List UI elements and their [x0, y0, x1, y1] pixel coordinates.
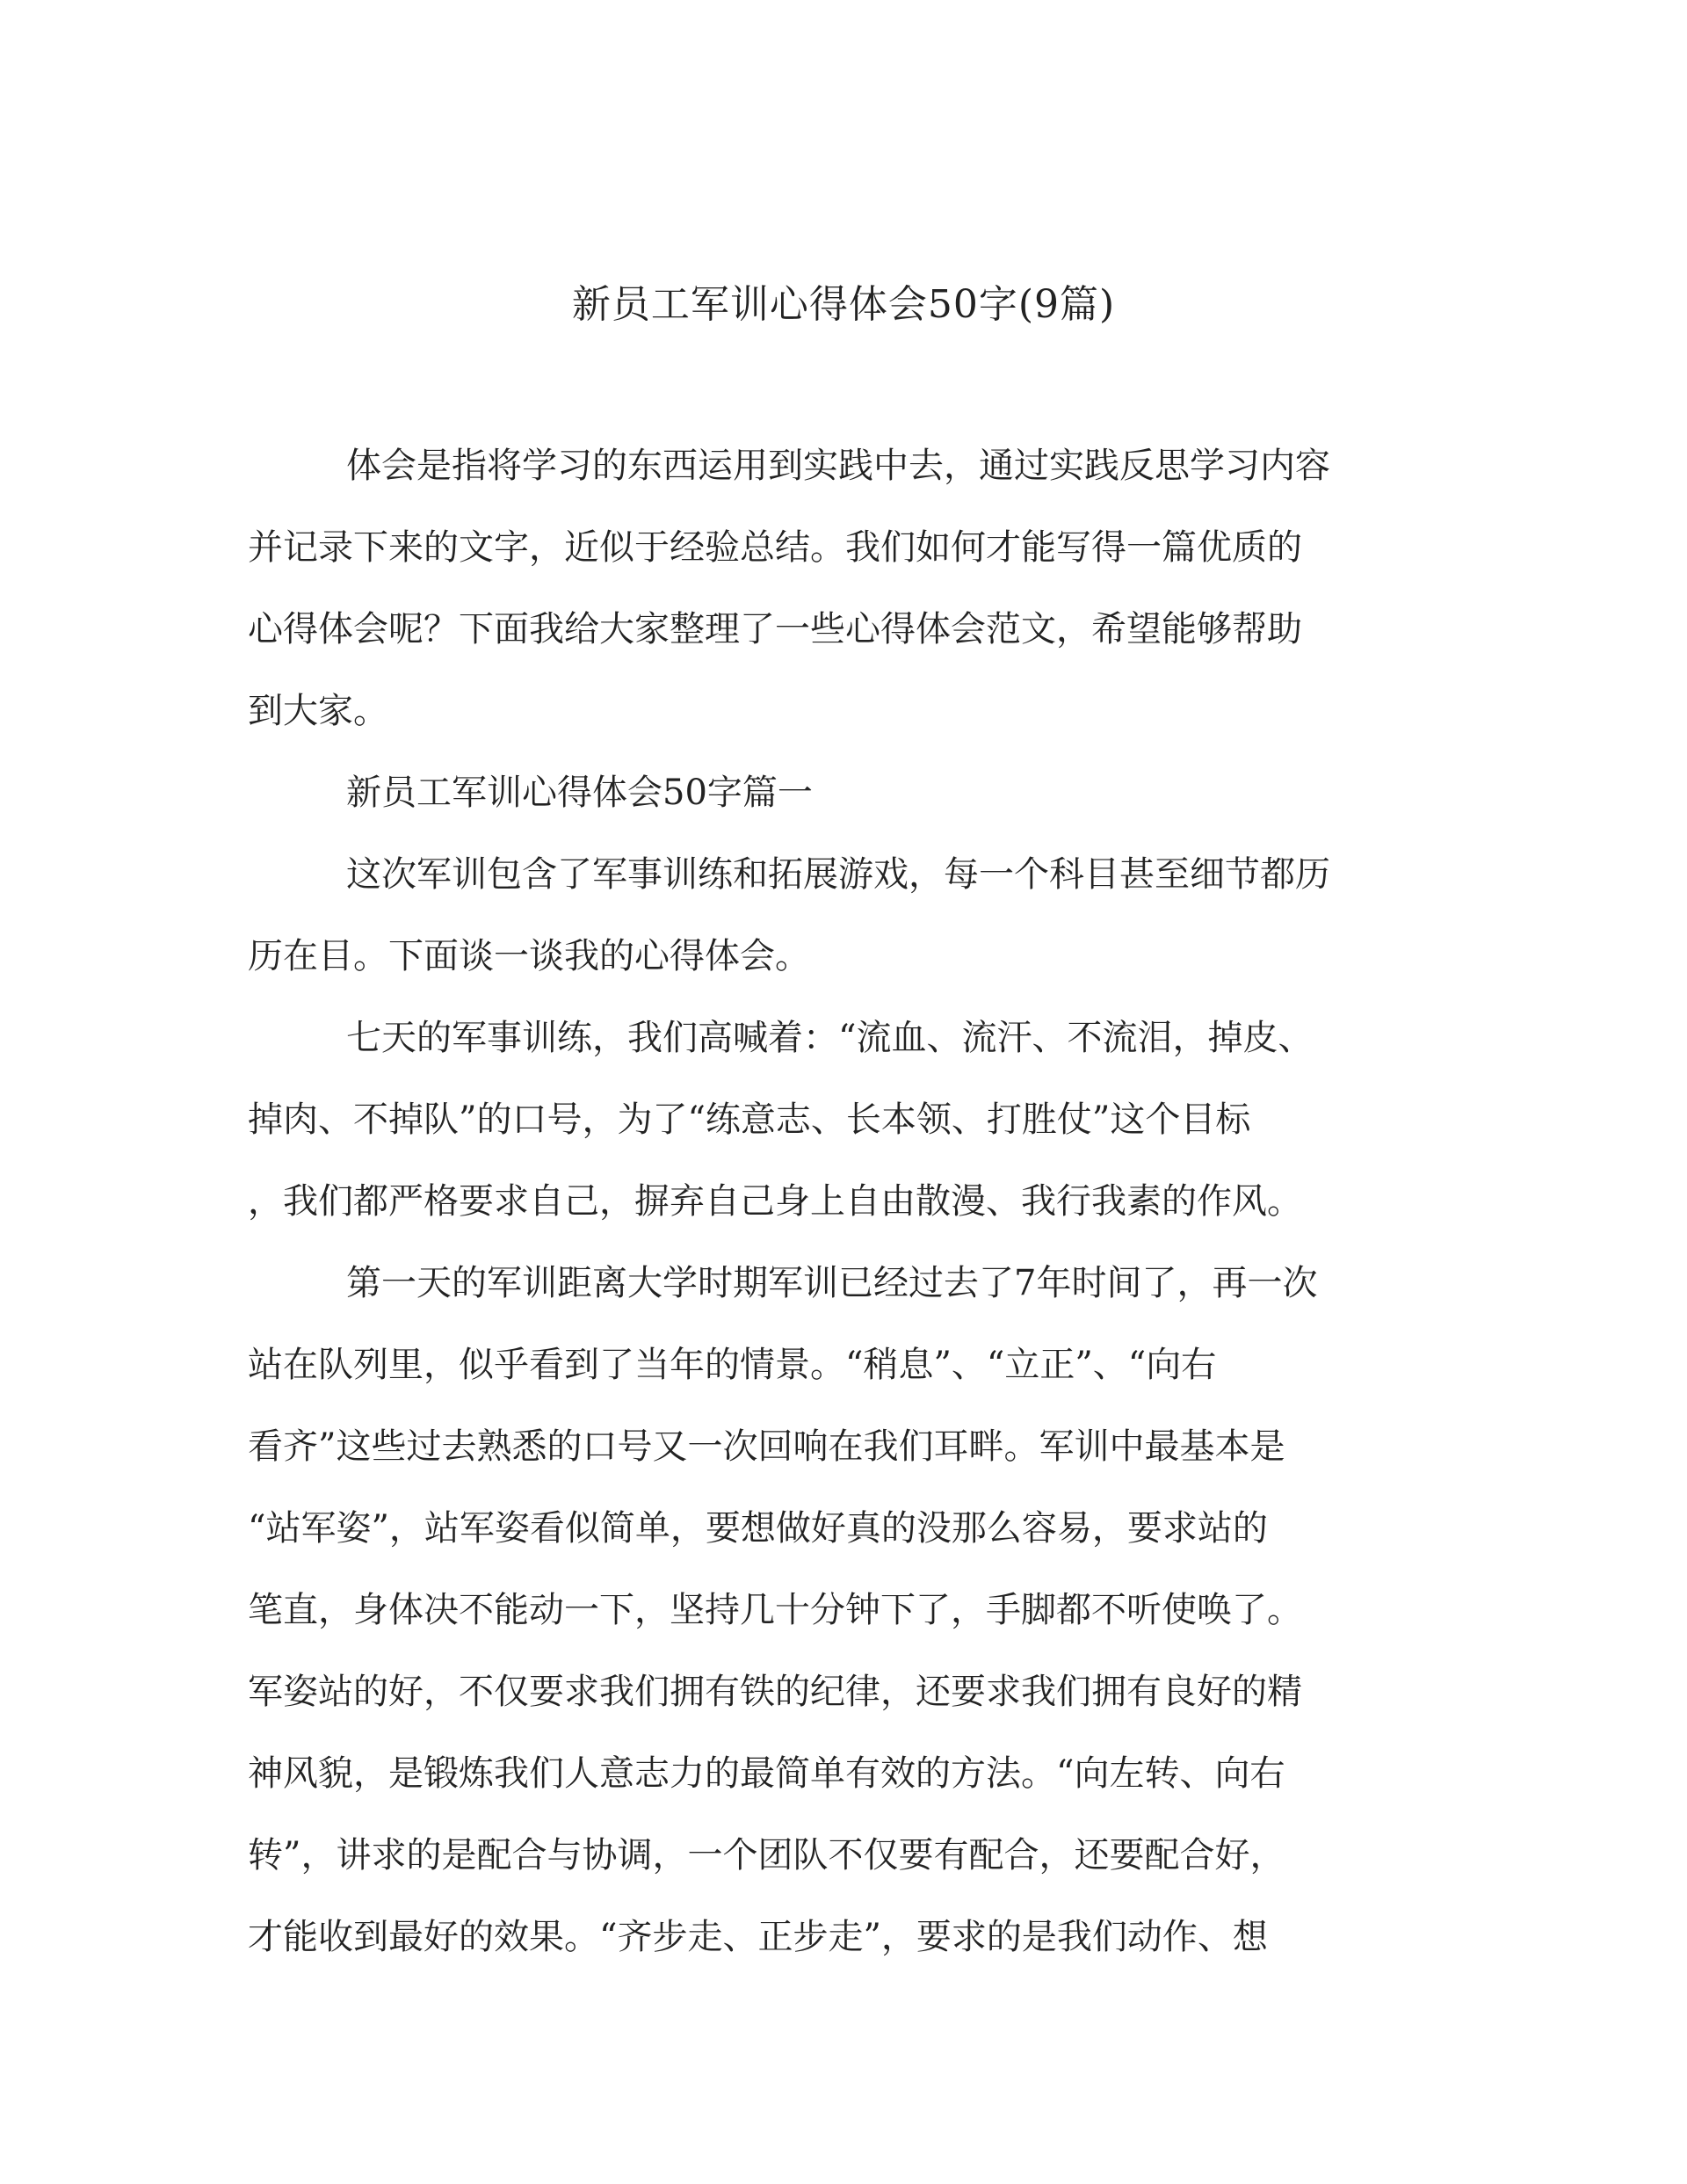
body-line: “站军姿”，站军姿看似简单，要想做好真的没那么容易，要求站的: [248, 1508, 1268, 1549]
body-line: 掉肉、不掉队”的口号，为了“练意志、长本领、打胜仗”这个目标: [248, 1099, 1251, 1140]
body-line: 历在目。下面谈一谈我的心得体会。: [248, 936, 810, 976]
body-line: 七天的军事训练，我们高喊着：“流血、流汗、不流泪，掉皮、: [346, 1018, 1314, 1058]
body-line: 体会是指将学习的东西运用到实践中去，通过实践反思学习内容: [346, 446, 1330, 486]
body-line: 新员工军训心得体会50字篇一: [346, 773, 813, 813]
body-line: ，我们都严格要求自己，摒弃自己身上自由散漫、我行我素的作风。: [248, 1181, 1302, 1222]
body-line: 才能收到最好的效果。“齐步走、正步走”，要求的是我们动作、想: [248, 1917, 1268, 1957]
body-line: 军姿站的好，不仅要求我们拥有铁的纪律，还要求我们拥有良好的精: [248, 1672, 1302, 1712]
body-line: 并记录下来的文字，近似于经验总结。我们如何才能写得一篇优质的: [248, 527, 1302, 568]
body-line: 笔直，身体决不能动一下，坚持几十分钟下了，手脚都不听使唤了。: [248, 1590, 1302, 1630]
body-line: 这次军训包含了军事训练和拓展游戏，每一个科目甚至细节都历: [346, 854, 1330, 895]
body-line: 神风貌，是锻炼我们人意志力的最简单有效的方法。“向左转、向右: [248, 1753, 1285, 1794]
document-title: 新员工军训心得体会50字(9篇): [571, 282, 1116, 327]
body-line: 站在队列里，似乎看到了当年的情景。“稍息”、“立正”、“向右: [248, 1345, 1217, 1385]
body-line: 第一天的军训距离大学时期军训已经过去了7年时间了，再一次: [346, 1263, 1318, 1303]
document-body: [248, 431, 1443, 1984]
body-line: 心得体会呢？下面我给大家整理了一些心得体会范文，希望能够帮助: [248, 609, 1302, 649]
body-line: 到大家。: [248, 691, 388, 731]
body-line: 转”，讲求的是配合与协调，一个团队不仅要有配合，还要配合好，: [248, 1835, 1285, 1876]
body-line: 看齐”这些过去熟悉的口号又一次回响在我们耳畔。军训中最基本是: [248, 1426, 1285, 1467]
